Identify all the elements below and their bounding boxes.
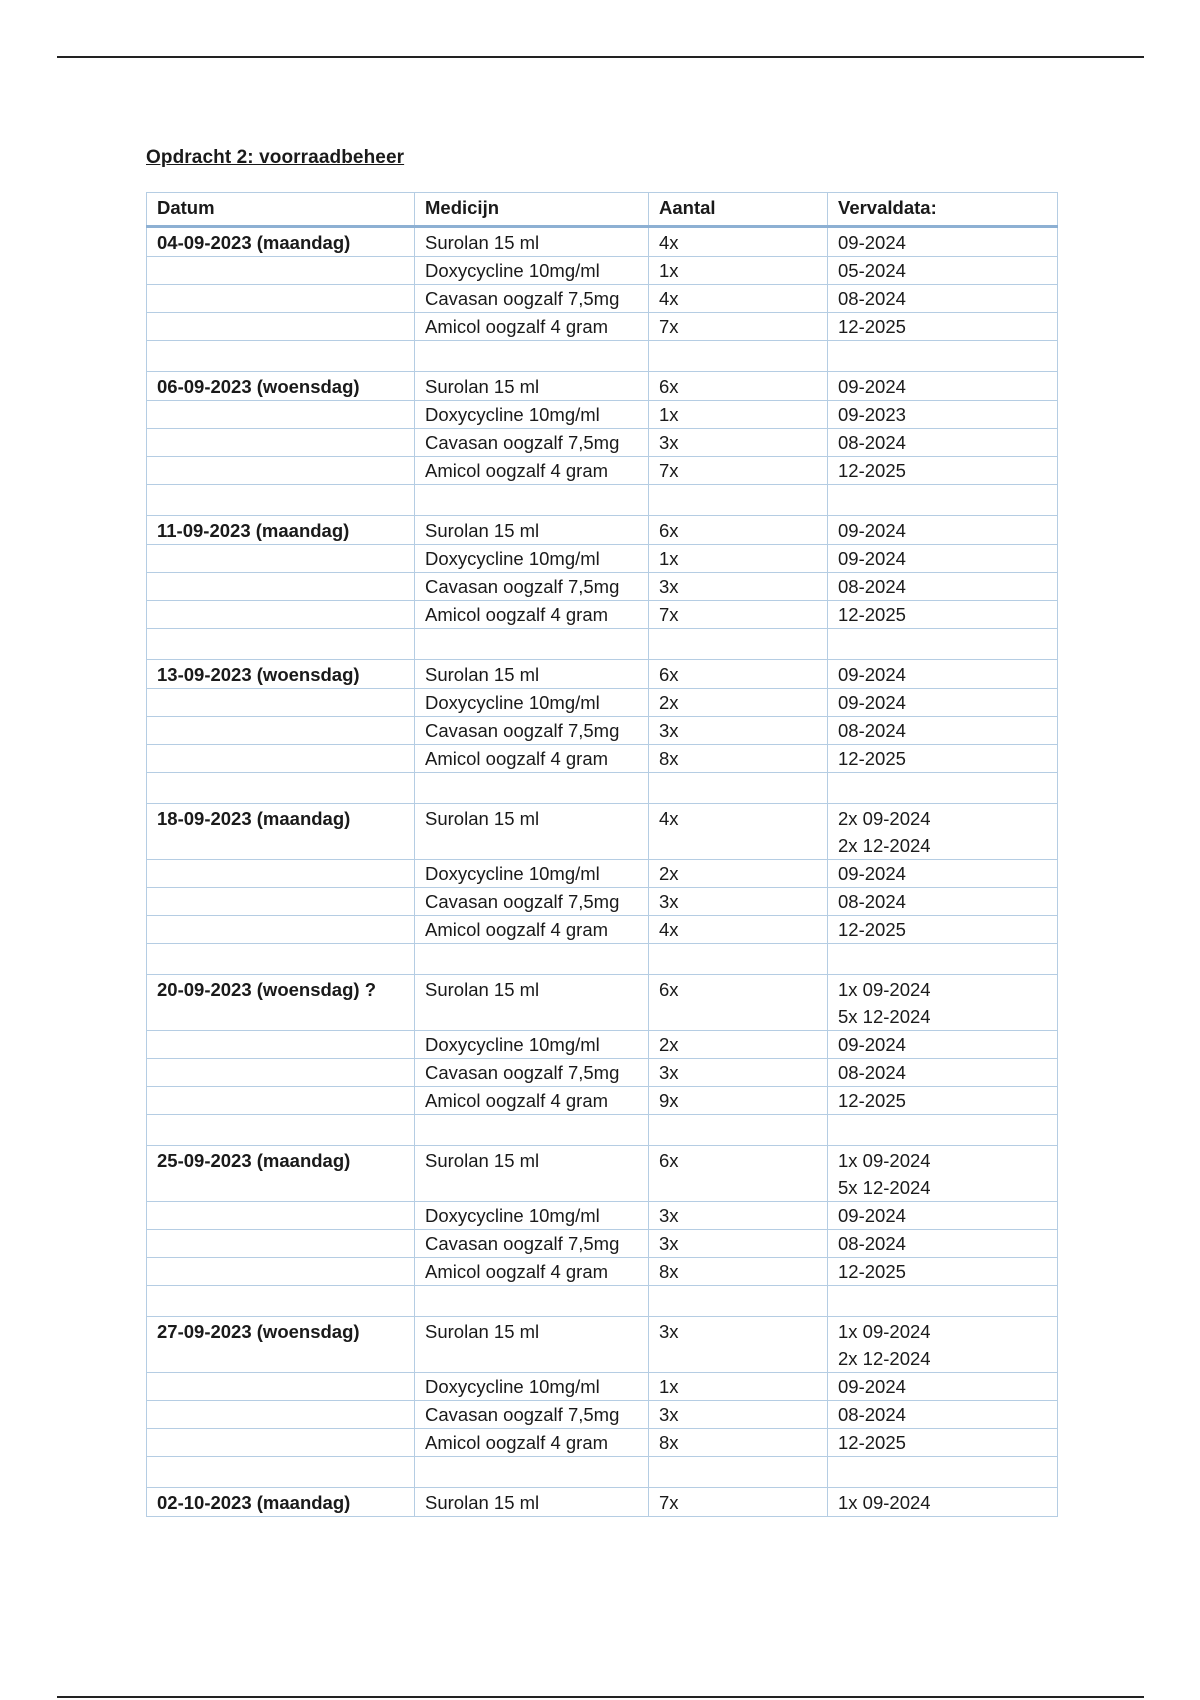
quantity-cell: 3x [649, 1059, 828, 1087]
expiry-date: 12-2025 [838, 460, 906, 481]
expiry-cell [828, 1202, 1058, 1230]
expiry-date: 2x 12-2024 [838, 1348, 931, 1369]
empty-date-cell [147, 860, 415, 888]
quantity-cell: 1x [649, 1373, 828, 1401]
table-row [147, 1230, 1058, 1258]
quantity-cell: 3x [649, 1230, 828, 1258]
quantity-cell: 3x [649, 1401, 828, 1429]
empty-date-cell [147, 429, 415, 457]
spacer-row [147, 944, 1058, 975]
empty-cell [649, 341, 828, 372]
quantity-cell: 8x [649, 1429, 828, 1457]
expiry-date: 12-2025 [838, 604, 906, 625]
medicine-cell: Cavasan oogzalf 7,5mg [415, 1059, 649, 1087]
medicine-cell: Amicol oogzalf 4 gram [415, 601, 649, 629]
empty-date-cell [147, 1202, 415, 1230]
empty-date-cell [147, 457, 415, 485]
expiry-date: 1x 09-2024 [838, 979, 931, 1000]
expiry-date: 12-2025 [838, 1261, 906, 1282]
date-cell: 13-09-2023 (woensdag) [147, 660, 415, 689]
quantity-cell: 8x [649, 745, 828, 773]
expiry-date: 08-2024 [838, 1404, 906, 1425]
empty-date-cell [147, 1373, 415, 1401]
quantity-cell: 6x [649, 516, 828, 545]
expiry-date: 09-2024 [838, 1034, 906, 1055]
medicine-cell: Doxycycline 10mg/ml [415, 689, 649, 717]
table-row [147, 1059, 1058, 1087]
medicine-cell: Surolan 15 ml [415, 1488, 649, 1517]
empty-cell [415, 1115, 649, 1146]
table-row [147, 516, 1058, 545]
empty-cell [147, 341, 415, 372]
expiry-date: 09-2024 [838, 1205, 906, 1226]
empty-cell [415, 485, 649, 516]
table-row [147, 660, 1058, 689]
medicine-cell: Amicol oogzalf 4 gram [415, 1087, 649, 1115]
table-row [147, 1031, 1058, 1059]
medicine-cell: Doxycycline 10mg/ml [415, 1031, 649, 1059]
column-header-date: Datum [147, 193, 415, 227]
empty-date-cell [147, 257, 415, 285]
spacer-row [147, 1286, 1058, 1317]
expiry-cell [828, 313, 1058, 341]
empty-cell [828, 341, 1058, 372]
empty-cell [649, 485, 828, 516]
inventory-table [146, 192, 1058, 1517]
quantity-cell: 7x [649, 1488, 828, 1517]
expiry-date: 08-2024 [838, 576, 906, 597]
table-row [147, 1317, 1058, 1373]
expiry-date: 1x 09-2024 [838, 1492, 931, 1513]
expiry-cell [828, 1373, 1058, 1401]
empty-date-cell [147, 689, 415, 717]
expiry-date: 09-2024 [838, 548, 906, 569]
expiry-date: 08-2024 [838, 1233, 906, 1254]
expiry-date: 09-2024 [838, 1376, 906, 1397]
quantity-cell: 6x [649, 1146, 828, 1202]
table-row [147, 1488, 1058, 1517]
medicine-cell: Doxycycline 10mg/ml [415, 1373, 649, 1401]
empty-cell [147, 629, 415, 660]
quantity-cell: 4x [649, 227, 828, 257]
expiry-date: 09-2024 [838, 232, 906, 253]
expiry-cell [828, 860, 1058, 888]
expiry-cell [828, 227, 1058, 257]
table-row [147, 1429, 1058, 1457]
expiry-cell [828, 401, 1058, 429]
empty-cell [147, 1286, 415, 1317]
spacer-row [147, 485, 1058, 516]
expiry-cell [828, 429, 1058, 457]
expiry-cell [828, 1146, 1058, 1202]
quantity-cell: 6x [649, 660, 828, 689]
page-title: Opdracht 2: voorraadbeheer [146, 147, 405, 168]
expiry-date: 08-2024 [838, 720, 906, 741]
footer-rule [57, 1696, 1144, 1698]
empty-cell [828, 1457, 1058, 1488]
quantity-cell: 4x [649, 804, 828, 860]
empty-date-cell [147, 745, 415, 773]
quantity-cell: 7x [649, 601, 828, 629]
medicine-cell: Amicol oogzalf 4 gram [415, 1258, 649, 1286]
column-header-medicine: Medicijn [415, 193, 649, 227]
expiry-cell [828, 573, 1058, 601]
expiry-date: 09-2023 [838, 404, 906, 425]
table-row [147, 429, 1058, 457]
expiry-cell [828, 689, 1058, 717]
table-row [147, 1258, 1058, 1286]
table-row [147, 257, 1058, 285]
expiry-date: 1x 09-2024 [838, 1321, 931, 1342]
medicine-cell: Cavasan oogzalf 7,5mg [415, 285, 649, 313]
column-header-expiry: Vervaldata: [828, 193, 1058, 227]
quantity-cell: 9x [649, 1087, 828, 1115]
table-row [147, 689, 1058, 717]
empty-cell [147, 485, 415, 516]
table-row [147, 313, 1058, 341]
empty-date-cell [147, 573, 415, 601]
expiry-date: 5x 12-2024 [838, 1177, 931, 1198]
table-row [147, 573, 1058, 601]
table-row [147, 285, 1058, 313]
expiry-cell [828, 601, 1058, 629]
expiry-date: 1x 09-2024 [838, 1150, 931, 1171]
expiry-cell [828, 372, 1058, 401]
empty-cell [828, 773, 1058, 804]
expiry-cell [828, 457, 1058, 485]
medicine-cell: Doxycycline 10mg/ml [415, 257, 649, 285]
empty-date-cell [147, 1258, 415, 1286]
quantity-cell: 7x [649, 313, 828, 341]
expiry-cell [828, 1031, 1058, 1059]
table-header-row [147, 193, 1058, 227]
quantity-cell: 4x [649, 285, 828, 313]
quantity-cell: 3x [649, 1202, 828, 1230]
medicine-cell: Doxycycline 10mg/ml [415, 545, 649, 573]
empty-cell [415, 1286, 649, 1317]
expiry-date: 12-2025 [838, 748, 906, 769]
expiry-date: 12-2025 [838, 1432, 906, 1453]
medicine-cell: Surolan 15 ml [415, 804, 649, 860]
medicine-cell: Surolan 15 ml [415, 516, 649, 545]
empty-cell [649, 629, 828, 660]
empty-date-cell [147, 717, 415, 745]
quantity-cell: 3x [649, 573, 828, 601]
empty-cell [649, 944, 828, 975]
quantity-cell: 1x [649, 545, 828, 573]
quantity-cell: 1x [649, 401, 828, 429]
empty-cell [415, 773, 649, 804]
medicine-cell: Cavasan oogzalf 7,5mg [415, 573, 649, 601]
quantity-cell: 3x [649, 717, 828, 745]
medicine-cell: Doxycycline 10mg/ml [415, 860, 649, 888]
table-row [147, 545, 1058, 573]
medicine-cell: Cavasan oogzalf 7,5mg [415, 717, 649, 745]
empty-cell [828, 485, 1058, 516]
date-cell: 04-09-2023 (maandag) [147, 227, 415, 257]
medicine-cell: Surolan 15 ml [415, 1146, 649, 1202]
expiry-cell [828, 1258, 1058, 1286]
expiry-date: 09-2024 [838, 376, 906, 397]
medicine-cell: Amicol oogzalf 4 gram [415, 1429, 649, 1457]
expiry-date: 09-2024 [838, 520, 906, 541]
spacer-row [147, 773, 1058, 804]
expiry-cell [828, 975, 1058, 1031]
expiry-cell [828, 1059, 1058, 1087]
table-row [147, 717, 1058, 745]
medicine-cell: Cavasan oogzalf 7,5mg [415, 1230, 649, 1258]
spacer-row [147, 341, 1058, 372]
expiry-cell [828, 660, 1058, 689]
expiry-cell [828, 888, 1058, 916]
medicine-cell: Surolan 15 ml [415, 372, 649, 401]
empty-date-cell [147, 285, 415, 313]
empty-cell [649, 1115, 828, 1146]
medicine-cell: Amicol oogzalf 4 gram [415, 745, 649, 773]
expiry-cell [828, 545, 1058, 573]
expiry-date: 09-2024 [838, 692, 906, 713]
table-row [147, 1202, 1058, 1230]
quantity-cell: 3x [649, 429, 828, 457]
empty-cell [147, 1115, 415, 1146]
medicine-cell: Surolan 15 ml [415, 1317, 649, 1373]
expiry-date: 12-2025 [838, 919, 906, 940]
quantity-cell: 6x [649, 975, 828, 1031]
empty-date-cell [147, 1401, 415, 1429]
quantity-cell: 1x [649, 257, 828, 285]
quantity-cell: 3x [649, 1317, 828, 1373]
quantity-cell: 2x [649, 1031, 828, 1059]
expiry-cell [828, 1401, 1058, 1429]
expiry-cell [828, 1317, 1058, 1373]
expiry-cell [828, 1230, 1058, 1258]
empty-cell [649, 773, 828, 804]
date-cell: 27-09-2023 (woensdag) [147, 1317, 415, 1373]
empty-cell [147, 773, 415, 804]
empty-date-cell [147, 1031, 415, 1059]
empty-cell [147, 944, 415, 975]
expiry-date: 2x 09-2024 [838, 808, 931, 829]
empty-date-cell [147, 1230, 415, 1258]
empty-date-cell [147, 888, 415, 916]
spacer-row [147, 1457, 1058, 1488]
empty-cell [147, 1457, 415, 1488]
column-header-quantity: Aantal [649, 193, 828, 227]
date-cell: 02-10-2023 (maandag) [147, 1488, 415, 1517]
table-row [147, 372, 1058, 401]
empty-date-cell [147, 401, 415, 429]
table-row [147, 916, 1058, 944]
table-row [147, 860, 1058, 888]
header-rule [57, 56, 1144, 58]
quantity-cell: 8x [649, 1258, 828, 1286]
expiry-date: 08-2024 [838, 1062, 906, 1083]
table-row [147, 1373, 1058, 1401]
empty-cell [415, 944, 649, 975]
table-row [147, 975, 1058, 1031]
table-row [147, 601, 1058, 629]
expiry-date: 5x 12-2024 [838, 1006, 931, 1027]
expiry-cell [828, 916, 1058, 944]
table-row [147, 804, 1058, 860]
expiry-cell [828, 516, 1058, 545]
spacer-row [147, 1115, 1058, 1146]
expiry-date: 08-2024 [838, 288, 906, 309]
empty-cell [828, 1115, 1058, 1146]
quantity-cell: 6x [649, 372, 828, 401]
table-row [147, 227, 1058, 257]
expiry-date: 05-2024 [838, 260, 906, 281]
expiry-date: 09-2024 [838, 863, 906, 884]
medicine-cell: Amicol oogzalf 4 gram [415, 457, 649, 485]
date-cell: 06-09-2023 (woensdag) [147, 372, 415, 401]
table-row [147, 1401, 1058, 1429]
empty-date-cell [147, 1087, 415, 1115]
expiry-cell [828, 804, 1058, 860]
expiry-date: 09-2024 [838, 664, 906, 685]
medicine-cell: Amicol oogzalf 4 gram [415, 916, 649, 944]
expiry-cell [828, 717, 1058, 745]
expiry-date: 08-2024 [838, 432, 906, 453]
quantity-cell: 2x [649, 689, 828, 717]
expiry-date: 12-2025 [838, 316, 906, 337]
expiry-date: 2x 12-2024 [838, 835, 931, 856]
medicine-cell: Doxycycline 10mg/ml [415, 401, 649, 429]
empty-date-cell [147, 916, 415, 944]
quantity-cell: 4x [649, 916, 828, 944]
empty-cell [415, 341, 649, 372]
medicine-cell: Cavasan oogzalf 7,5mg [415, 429, 649, 457]
expiry-cell [828, 285, 1058, 313]
expiry-date: 08-2024 [838, 891, 906, 912]
medicine-cell: Cavasan oogzalf 7,5mg [415, 888, 649, 916]
medicine-cell: Amicol oogzalf 4 gram [415, 313, 649, 341]
date-cell: 11-09-2023 (maandag) [147, 516, 415, 545]
medicine-cell: Surolan 15 ml [415, 975, 649, 1031]
table-body [147, 227, 1058, 1517]
quantity-cell: 2x [649, 860, 828, 888]
empty-date-cell [147, 1059, 415, 1087]
date-cell: 20-09-2023 (woensdag) ? [147, 975, 415, 1031]
empty-cell [415, 629, 649, 660]
date-cell: 25-09-2023 (maandag) [147, 1146, 415, 1202]
table-row [147, 457, 1058, 485]
table-row [147, 888, 1058, 916]
expiry-cell [828, 745, 1058, 773]
spacer-row [147, 629, 1058, 660]
empty-cell [828, 629, 1058, 660]
empty-cell [649, 1286, 828, 1317]
table-row [147, 745, 1058, 773]
empty-cell [828, 1286, 1058, 1317]
empty-cell [828, 944, 1058, 975]
medicine-cell: Surolan 15 ml [415, 660, 649, 689]
medicine-cell: Cavasan oogzalf 7,5mg [415, 1401, 649, 1429]
expiry-cell [828, 257, 1058, 285]
empty-cell [415, 1457, 649, 1488]
expiry-cell [828, 1087, 1058, 1115]
quantity-cell: 3x [649, 888, 828, 916]
quantity-cell: 7x [649, 457, 828, 485]
empty-date-cell [147, 545, 415, 573]
empty-date-cell [147, 1429, 415, 1457]
medicine-cell: Surolan 15 ml [415, 227, 649, 257]
expiry-date: 12-2025 [838, 1090, 906, 1111]
table-row [147, 401, 1058, 429]
empty-date-cell [147, 313, 415, 341]
table-row [147, 1146, 1058, 1202]
medicine-cell: Doxycycline 10mg/ml [415, 1202, 649, 1230]
expiry-cell [828, 1488, 1058, 1517]
empty-cell [649, 1457, 828, 1488]
table-row [147, 1087, 1058, 1115]
date-cell: 18-09-2023 (maandag) [147, 804, 415, 860]
expiry-cell [828, 1429, 1058, 1457]
empty-date-cell [147, 601, 415, 629]
